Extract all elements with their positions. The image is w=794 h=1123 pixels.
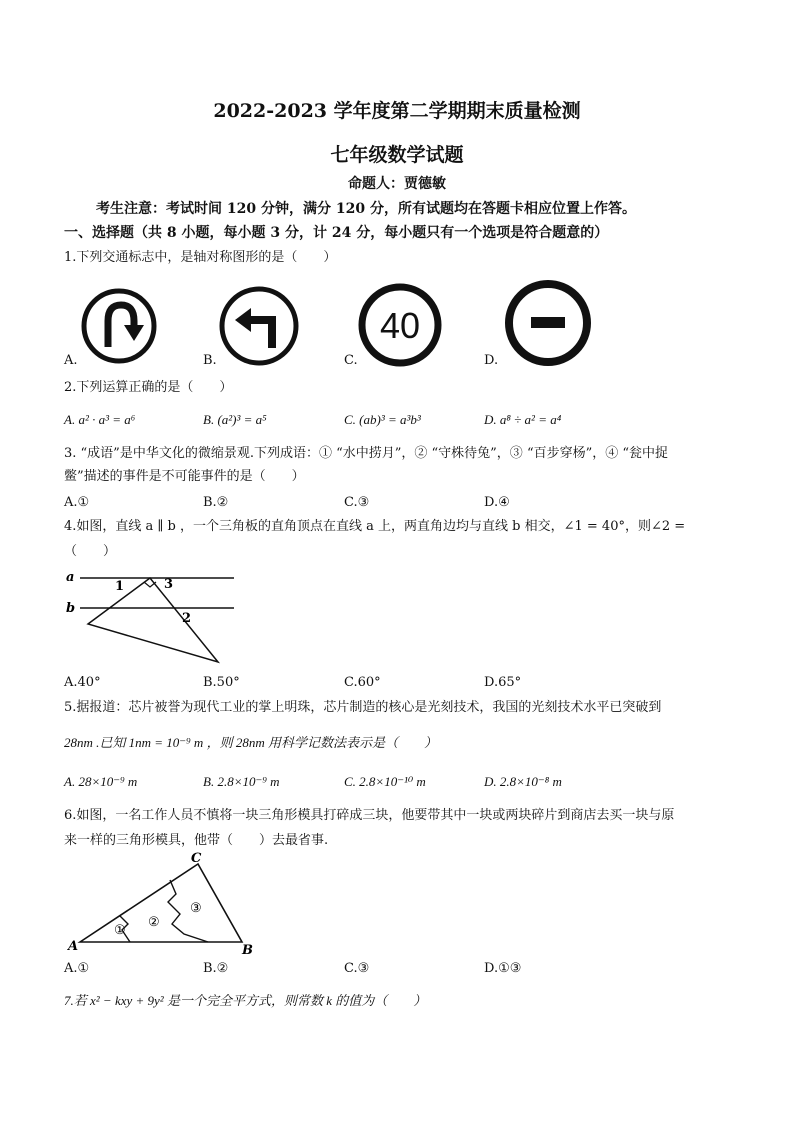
- triangle-outline: [80, 864, 242, 942]
- left-turn-sign-icon: [217, 284, 301, 368]
- label-3: 3: [164, 577, 174, 592]
- label-B: B: [242, 943, 253, 958]
- q4-option-a[interactable]: A.40°: [64, 675, 101, 690]
- exam-author: 命题人：贾德敏: [348, 176, 446, 192]
- q1-option-d[interactable]: D.: [484, 353, 499, 368]
- q2-option-c[interactable]: C. (ab)³ = a³b³: [344, 412, 421, 427]
- q4-option-d[interactable]: D.65°: [484, 675, 522, 690]
- q6-option-a[interactable]: A.①: [64, 961, 90, 976]
- q1-option-c[interactable]: C.: [344, 353, 358, 368]
- q3-option-c[interactable]: C.③: [344, 495, 370, 510]
- q3-option-a[interactable]: A.①: [64, 495, 90, 510]
- piece-2-label: ②: [148, 915, 160, 930]
- exam-subtitle: 七年级数学试题: [330, 144, 464, 166]
- label-1: 1: [115, 579, 125, 594]
- u-turn-sign-icon: [78, 285, 160, 367]
- question-6-stem-line2: 来一样的三角形模具，他带（ ）去最省事.: [64, 833, 329, 848]
- label-A: A: [68, 939, 79, 954]
- q6-option-b[interactable]: B.②: [203, 961, 229, 976]
- q4-parallel-lines-figure: [62, 566, 242, 666]
- label-2: 2: [182, 611, 192, 626]
- q5-option-c[interactable]: C. 2.8×10⁻¹⁰ m: [344, 774, 426, 789]
- q1-option-a[interactable]: A.: [64, 353, 78, 368]
- q1-option-b[interactable]: B.: [203, 353, 217, 368]
- question-5-stem-line2: 28nm .已知 1nm = 10⁻⁹ m ，则 28nm 用科学记数法表示是（ ）: [64, 735, 437, 750]
- q4-option-b[interactable]: B.50°: [203, 675, 240, 690]
- q2-option-d[interactable]: D. a⁸ ÷ a² = a⁴: [484, 412, 562, 427]
- q5-option-d[interactable]: D. 2.8×10⁻⁸ m: [484, 774, 562, 789]
- crack-2: [168, 880, 208, 942]
- label-b: b: [66, 601, 76, 616]
- label-C: C: [191, 851, 202, 866]
- piece-1-label: ①: [114, 923, 126, 938]
- q3-option-b[interactable]: B.②: [203, 495, 229, 510]
- speed-limit-text: 40: [379, 305, 421, 346]
- question-3-stem-line2: 鳖”描述的事件是不可能事件的是（ ）: [64, 469, 305, 484]
- label-a: a: [66, 570, 75, 585]
- no-entry-sign-icon: [503, 278, 593, 368]
- q6-option-d[interactable]: D.①③: [484, 961, 522, 976]
- speed-limit-sign: [357, 282, 443, 368]
- question-6-stem-line1: 6.如图，一名工作人员不慎将一块三角形模具打碎成三块，他要带其中一块或两块碎片到商店去买一块与原: [64, 808, 675, 823]
- q5-option-a[interactable]: A. 28×10⁻⁹ m: [64, 774, 138, 789]
- question-7-stem: 7.若 x² − kxy + 9y² 是一个完全平方式，则常数 k 的值为（ ）: [64, 993, 427, 1008]
- q6-broken-triangle-figure: [62, 850, 262, 960]
- q3-option-d[interactable]: D.④: [484, 495, 510, 510]
- triangle-ruler: [88, 578, 218, 662]
- question-1-stem: 1.下列交通标志中，是轴对称图形的是（ ）: [64, 250, 337, 265]
- q6-option-c[interactable]: C.③: [344, 961, 370, 976]
- question-5-stem-line1: 5.据报道：芯片被誉为现代工业的掌上明珠，芯片制造的核心是光刻技术，我国的光刻技术水平已突破到: [64, 700, 662, 715]
- q2-option-a[interactable]: A. a² · a³ = a⁶: [64, 412, 136, 427]
- exam-notice: 考生注意：考试时间 120 分钟，满分 120 分，所有试题均在答题卡相应位置上作答。: [96, 201, 636, 217]
- question-4-stem-line2: （ ）: [64, 544, 117, 559]
- right-angle-mark: [144, 582, 156, 587]
- question-2-stem: 2.下列运算正确的是（ ）: [64, 380, 233, 395]
- section-heading: 一、选择题（共 8 小题，每小题 3 分，计 24 分，每小题只有一个选项是符合题意的）: [64, 225, 609, 241]
- q4-option-c[interactable]: C.60°: [344, 675, 381, 690]
- q2-option-b[interactable]: B. (a²)³ = a⁵: [203, 412, 267, 427]
- question-4-stem-line1: 4.如图，直线 a ∥ b ，一个三角板的直角顶点在直线 a 上，两直角边均与直线 b 相交，∠1 = 40°，则∠2 =: [64, 519, 686, 534]
- exam-title: 2022-2023 学年度第二学期期末质量检测: [213, 100, 581, 122]
- q5-option-b[interactable]: B. 2.8×10⁻⁹ m: [203, 774, 280, 789]
- question-3-stem-line1: 3. “成语”是中华文化的微缩景观.下列成语：① “水中捞月”，② “守株待兔”，③ “百步穿杨”，④ “瓮中捉: [64, 446, 669, 461]
- piece-3-label: ③: [190, 901, 202, 916]
